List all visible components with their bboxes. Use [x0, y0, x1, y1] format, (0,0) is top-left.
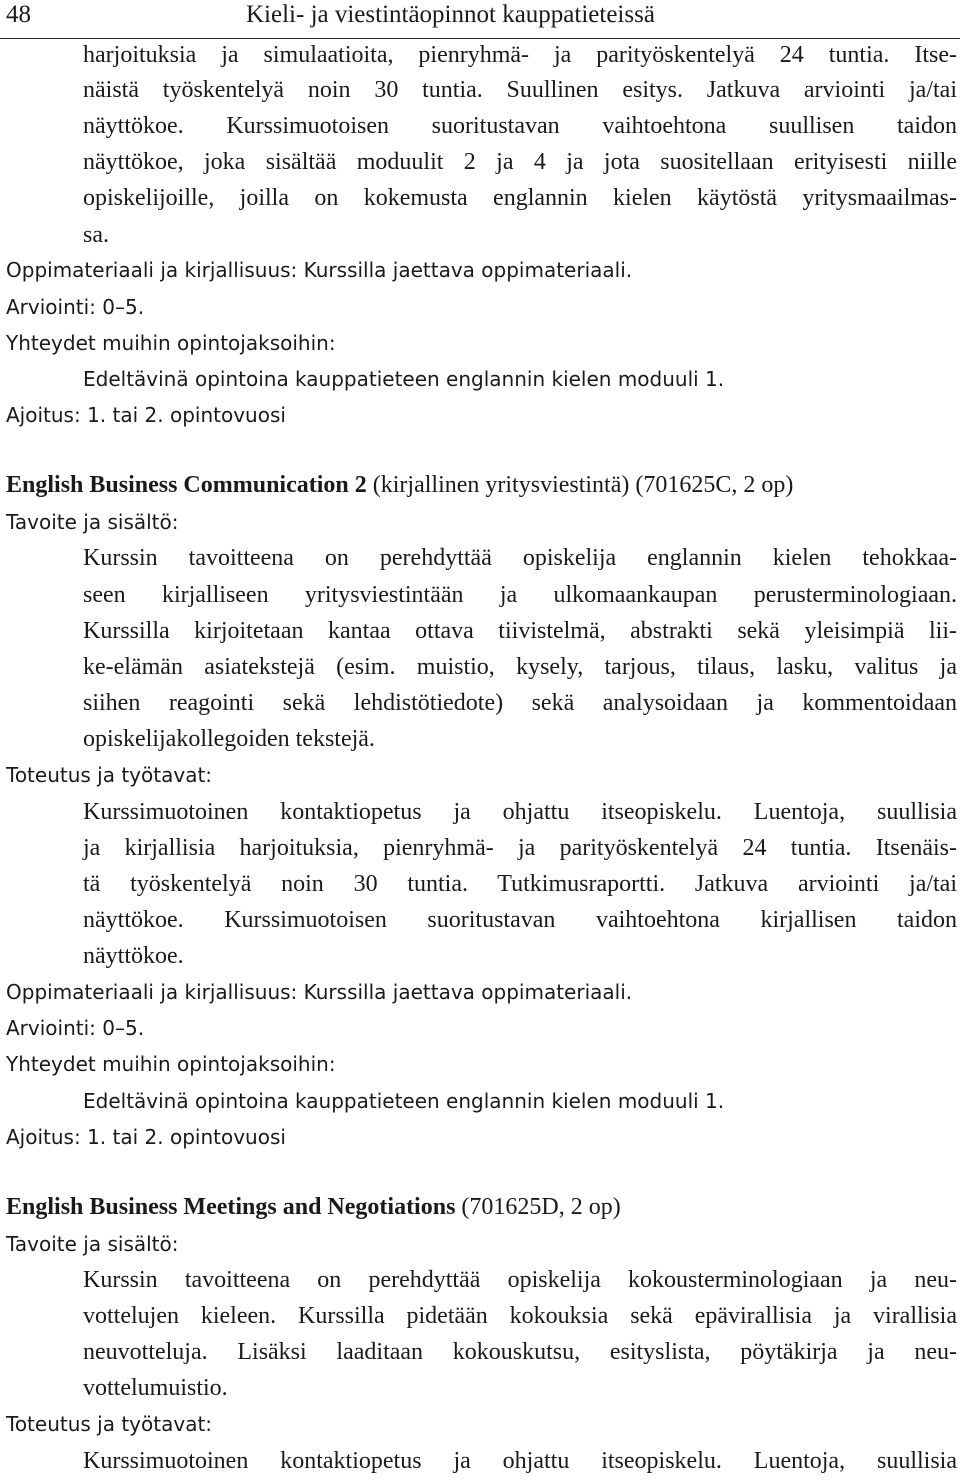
- page-header: [0, 0, 960, 39]
- goal-label: Tavoite ja sisältö:: [6, 1232, 179, 1256]
- body-line: Kurssimuotoinen kontaktiopetus ja ohjattu itseopiskelu. Luentoja, suullisia: [83, 1448, 957, 1474]
- connections-text: Edeltävinä opintoina kauppatieteen englannin kielen moduuli 1.: [83, 367, 725, 391]
- body-line: opiskelijoille, joilla on kokemusta englannin kielen käytöstä yritysmaailmas-: [83, 185, 957, 211]
- body-line: vottelumuistio.: [83, 1375, 228, 1401]
- body-line: tä työskentelyä noin 30 tuntia. Tutkimusraportti. Jatkuva arviointi ja/tai: [83, 871, 957, 897]
- methods-label: Toteutus ja työtavat:: [6, 1412, 213, 1436]
- body-line: neuvotteluja. Lisäksi laaditaan kokouskutsu, esityslista, pöytäkirja ja neu-: [83, 1339, 957, 1365]
- course-title-name: English Business Communication 2: [6, 472, 367, 498]
- materials-line: Oppimateriaali ja kirjallisuus: Kurssilla jaettava oppimateriaali.: [6, 258, 633, 282]
- course-title: [6, 1192, 621, 1222]
- body-line: seen kirjalliseen yritysviestintään ja ulkomaankaupan perusterminologiaan.: [83, 582, 957, 608]
- methods-label: Toteutus ja työtavat:: [6, 763, 213, 787]
- body-line: näistä työskentelyä noin 30 tuntia. Suullinen esitys. Jatkuva arviointi ja/tai: [83, 77, 957, 103]
- course-title-details: (kirjallinen yritysviestintä) (701625C, 2 op): [366, 472, 794, 498]
- materials-line: Oppimateriaali ja kirjallisuus: Kurssilla jaettava oppimateriaali.: [6, 980, 633, 1004]
- body-line: opiskelijakollegoiden tekstejä.: [83, 726, 375, 752]
- body-line: ke-elämän asiatekstejä (esim. muistio, kysely, tarjous, tilaus, lasku, valitus ja: [83, 654, 957, 680]
- page-number: 48: [6, 1, 31, 28]
- running-title: Kieli- ja viestintäopinnot kauppatieteissä: [246, 1, 655, 28]
- timing-line: Ajoitus: 1. tai 2. opintovuosi: [6, 403, 286, 427]
- course-title-name: English Business Meetings and Negotiations: [6, 1194, 456, 1220]
- body-line: näyttökoe. Kurssimuotoisen suoritustavan vaihtoehtona kirjallisen taidon: [83, 907, 957, 933]
- body-line: näyttökoe, joka sisältää moduulit 2 ja 4 ja jota suositellaan erityisesti niille: [83, 149, 957, 175]
- connections-text: Edeltävinä opintoina kauppatieteen englannin kielen moduuli 1.: [83, 1089, 725, 1113]
- course-title-details: (701625D, 2 op): [455, 1194, 621, 1220]
- body-line: näyttökoe.: [83, 943, 184, 969]
- body-line: Kurssimuotoinen kontaktiopetus ja ohjattu itseopiskelu. Luentoja, suullisia: [83, 799, 957, 825]
- goal-label: Tavoite ja sisältö:: [6, 510, 179, 534]
- assessment-line: Arviointi: 0–5.: [6, 295, 145, 319]
- assessment-line: Arviointi: 0–5.: [6, 1016, 145, 1040]
- timing-line: Ajoitus: 1. tai 2. opintovuosi: [6, 1125, 286, 1149]
- body-line: Kurssin tavoitteena on perehdyttää opiskelija kokousterminologiaan ja neu-: [83, 1267, 957, 1293]
- connections-label: Yhteydet muihin opintojaksoihin:: [6, 1052, 336, 1076]
- course-title: [6, 470, 793, 500]
- body-line: harjoituksia ja simulaatioita, pienryhmä- ja parityöskentelyä 24 tuntia. Itse-: [83, 42, 957, 68]
- body-line: ja kirjallisia harjoituksia, pienryhmä- ja parityöskentelyä 24 tuntia. Itsenäis-: [83, 835, 957, 861]
- connections-label: Yhteydet muihin opintojaksoihin:: [6, 331, 336, 355]
- body-line: Kurssilla kirjoitetaan kantaa ottava tiivistelmä, abstrakti sekä yleisimpiä lii-: [83, 618, 957, 644]
- body-line: näyttökoe. Kurssimuotoisen suoritustavan vaihtoehtona suullisen taidon: [83, 113, 957, 139]
- body-line: Kurssin tavoitteena on perehdyttää opiskelija englannin kielen tehokkaa-: [83, 545, 957, 571]
- body-line: vottelujen kieleen. Kurssilla pidetään kokouksia sekä epävirallisia ja virallisia: [83, 1303, 957, 1329]
- body-line: siihen reagointi sekä lehdistötiedote) sekä analysoidaan ja kommentoidaan: [83, 690, 957, 716]
- body-line: sa.: [83, 222, 109, 248]
